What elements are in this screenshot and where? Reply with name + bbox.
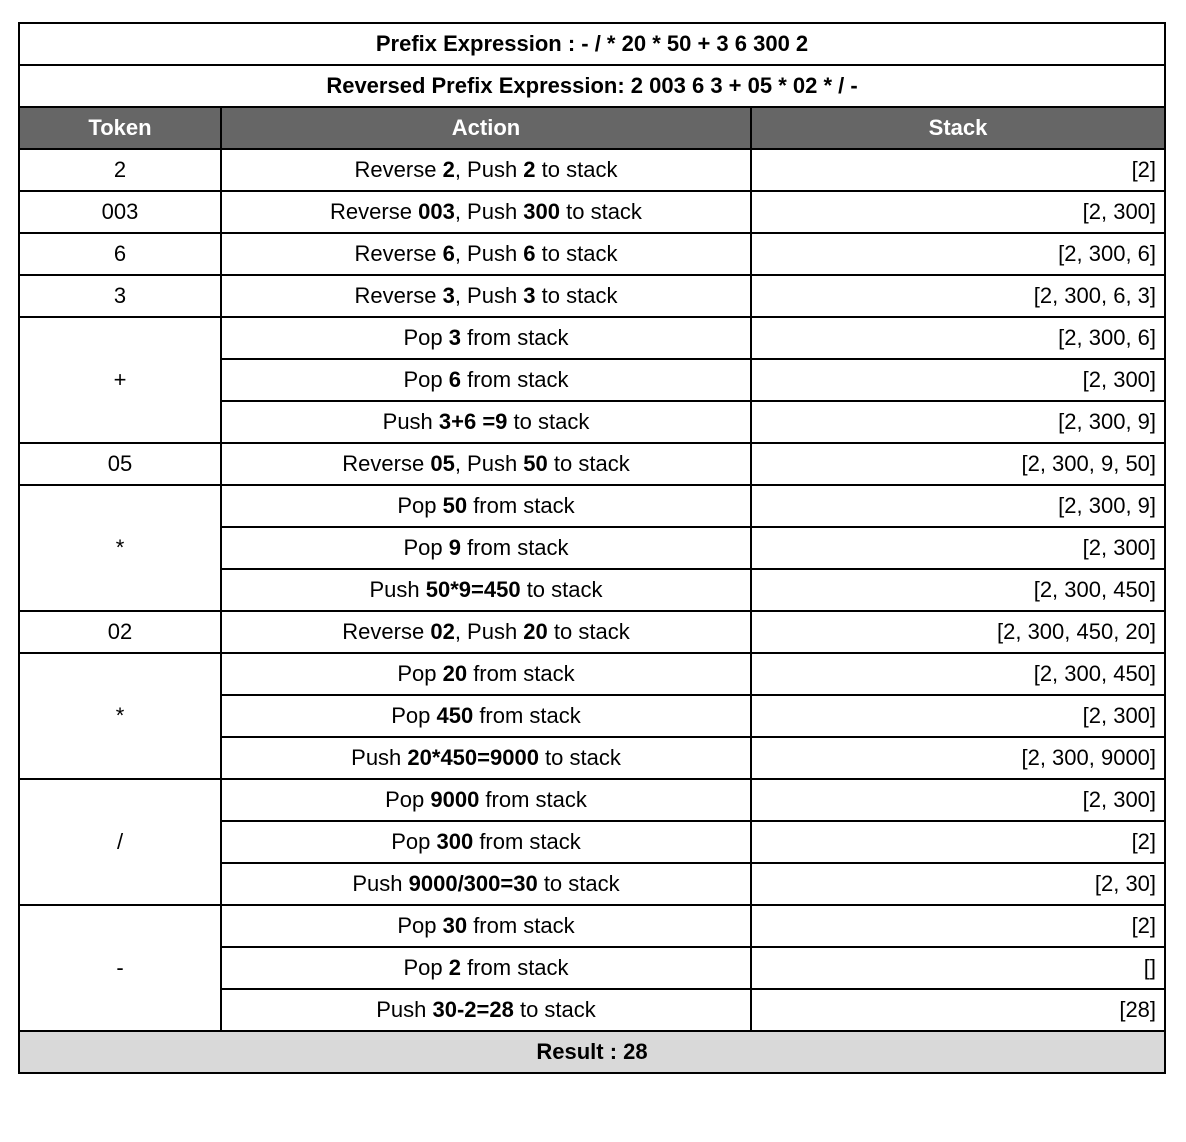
stack-cell: [2, 300] xyxy=(751,779,1165,821)
action-value: 3 xyxy=(442,283,455,308)
action-value: 450 xyxy=(436,703,474,728)
table-row xyxy=(19,233,1165,275)
table-row xyxy=(19,905,1165,947)
stack-cell: [2] xyxy=(751,149,1165,191)
stack-cell: [2, 300] xyxy=(751,191,1165,233)
action-text: to stack xyxy=(537,871,620,896)
action-text: to stack xyxy=(535,283,618,308)
action-cell xyxy=(221,905,751,947)
action-text: Push xyxy=(369,577,426,602)
action-value: 6 xyxy=(442,241,455,266)
action-text: , Push xyxy=(454,199,524,224)
action-value: 20 xyxy=(442,661,468,686)
action-value: 9000/300=30 xyxy=(408,871,538,896)
action-cell xyxy=(221,695,751,737)
action-text: from stack xyxy=(467,913,575,938)
action-text: , Push xyxy=(454,283,524,308)
token-cell: 003 xyxy=(19,191,221,233)
stack-cell: [2, 300, 450] xyxy=(751,653,1165,695)
action-text: to stack xyxy=(520,577,603,602)
action-value: 05 xyxy=(430,451,455,476)
action-cell xyxy=(221,737,751,779)
action-text: Reverse xyxy=(354,241,443,266)
action-text: Reverse xyxy=(342,619,431,644)
action-cell xyxy=(221,359,751,401)
action-text: , Push xyxy=(454,157,524,182)
action-text: from stack xyxy=(473,703,581,728)
action-value: 9000 xyxy=(430,787,480,812)
action-cell xyxy=(221,401,751,443)
action-text: Pop xyxy=(397,493,443,518)
table-row xyxy=(19,779,1165,821)
action-text: from stack xyxy=(460,325,569,350)
action-value: 3 xyxy=(448,325,461,350)
action-value: 30 xyxy=(442,913,468,938)
action-text: from stack xyxy=(460,367,569,392)
stack-cell: [2, 300, 6, 3] xyxy=(751,275,1165,317)
action-value: 300 xyxy=(523,199,561,224)
stack-cell: [2, 300, 9, 50] xyxy=(751,443,1165,485)
action-text: Pop xyxy=(397,661,443,686)
action-text: Pop xyxy=(403,535,449,560)
action-text: to stack xyxy=(547,451,630,476)
action-text: Pop xyxy=(391,829,437,854)
action-text: Push xyxy=(352,871,409,896)
table-row xyxy=(19,191,1165,233)
action-text: from stack xyxy=(460,955,569,980)
stack-cell: [2, 300] xyxy=(751,359,1165,401)
action-value: 6 xyxy=(523,241,536,266)
action-text: Pop xyxy=(403,955,449,980)
table-body xyxy=(19,149,1165,1031)
action-value: 2 xyxy=(442,157,455,182)
action-text: Reverse xyxy=(330,199,419,224)
action-text: Pop xyxy=(391,703,437,728)
action-text: from stack xyxy=(473,829,581,854)
result-row: Result : 28 xyxy=(19,1031,1165,1073)
action-text: Pop xyxy=(403,325,449,350)
prefix-expression-title: Prefix Expression : - / * 20 * 50 + 3 6 300 2 xyxy=(19,23,1165,65)
action-cell xyxy=(221,821,751,863)
action-value: 50 xyxy=(442,493,468,518)
action-cell xyxy=(221,191,751,233)
action-text: Reverse xyxy=(354,157,443,182)
action-value: 02 xyxy=(430,619,455,644)
header-token: Token xyxy=(19,107,221,149)
token-cell: * xyxy=(19,653,221,779)
action-text: , Push xyxy=(454,451,524,476)
action-text: Pop xyxy=(403,367,449,392)
action-cell xyxy=(221,527,751,569)
token-cell: 2 xyxy=(19,149,221,191)
action-value: 2 xyxy=(448,955,461,980)
action-cell xyxy=(221,443,751,485)
stack-cell: [2, 300, 6] xyxy=(751,317,1165,359)
reversed-expression-title: Reversed Prefix Expression: 2 003 6 3 + 05 * 02 * / - xyxy=(19,65,1165,107)
stack-cell: [28] xyxy=(751,989,1165,1031)
stack-cell: [2, 300] xyxy=(751,527,1165,569)
stack-cell: [] xyxy=(751,947,1165,989)
token-cell: * xyxy=(19,485,221,611)
table-row xyxy=(19,317,1165,359)
stack-cell: [2] xyxy=(751,821,1165,863)
action-text: to stack xyxy=(538,745,621,770)
action-cell xyxy=(221,611,751,653)
action-cell xyxy=(221,485,751,527)
action-text: , Push xyxy=(454,619,524,644)
action-text: to stack xyxy=(547,619,630,644)
action-value: 3+6 =9 xyxy=(438,409,508,434)
action-text: to stack xyxy=(513,997,596,1022)
action-value: 003 xyxy=(418,199,455,224)
token-cell: 05 xyxy=(19,443,221,485)
action-cell xyxy=(221,989,751,1031)
action-value: 50 xyxy=(523,451,548,476)
table-row xyxy=(19,611,1165,653)
action-cell xyxy=(221,275,751,317)
stack-cell: [2, 300, 450] xyxy=(751,569,1165,611)
token-cell: / xyxy=(19,779,221,905)
action-cell xyxy=(221,233,751,275)
action-value: 300 xyxy=(436,829,474,854)
stack-cell: [2, 300, 450, 20] xyxy=(751,611,1165,653)
stack-cell: [2, 30] xyxy=(751,863,1165,905)
token-cell: + xyxy=(19,317,221,443)
stack-cell: [2] xyxy=(751,905,1165,947)
table-row xyxy=(19,443,1165,485)
action-text: from stack xyxy=(460,535,569,560)
stack-cell: [2, 300, 9] xyxy=(751,401,1165,443)
action-cell xyxy=(221,569,751,611)
action-text: Push xyxy=(351,745,408,770)
stack-cell: [2, 300, 9] xyxy=(751,485,1165,527)
action-text: from stack xyxy=(467,493,575,518)
action-value: 20*450=9000 xyxy=(407,745,539,770)
action-text: from stack xyxy=(479,787,587,812)
action-text: Pop xyxy=(397,913,443,938)
action-value: 50*9=450 xyxy=(425,577,521,602)
action-text: to stack xyxy=(507,409,590,434)
action-cell xyxy=(221,149,751,191)
action-text: , Push xyxy=(454,241,524,266)
token-cell: 3 xyxy=(19,275,221,317)
action-cell xyxy=(221,317,751,359)
action-text: Reverse xyxy=(342,451,431,476)
table-row xyxy=(19,653,1165,695)
table-row xyxy=(19,275,1165,317)
action-text: to stack xyxy=(560,199,642,224)
stack-cell: [2, 300, 9000] xyxy=(751,737,1165,779)
action-value: 9 xyxy=(448,535,461,560)
header-stack: Stack xyxy=(751,107,1165,149)
action-value: 6 xyxy=(448,367,461,392)
table-row xyxy=(19,149,1165,191)
token-cell: - xyxy=(19,905,221,1031)
token-cell: 6 xyxy=(19,233,221,275)
header-row xyxy=(19,107,1165,149)
stack-cell: [2, 300] xyxy=(751,695,1165,737)
table-row xyxy=(19,485,1165,527)
stack-cell: [2, 300, 6] xyxy=(751,233,1165,275)
action-value: 20 xyxy=(523,619,548,644)
action-text: to stack xyxy=(535,157,618,182)
action-cell xyxy=(221,947,751,989)
action-cell xyxy=(221,863,751,905)
action-value: 2 xyxy=(523,157,536,182)
prefix-evaluation-table xyxy=(18,22,1166,1074)
action-text: Pop xyxy=(385,787,431,812)
action-text: Push xyxy=(376,997,433,1022)
action-value: 30-2=28 xyxy=(432,997,514,1022)
action-text: to stack xyxy=(535,241,618,266)
action-value: 3 xyxy=(523,283,536,308)
header-action: Action xyxy=(221,107,751,149)
token-cell: 02 xyxy=(19,611,221,653)
action-text: from stack xyxy=(467,661,575,686)
action-cell xyxy=(221,653,751,695)
action-text: Push xyxy=(382,409,439,434)
action-text: Reverse xyxy=(354,283,443,308)
action-cell xyxy=(221,779,751,821)
